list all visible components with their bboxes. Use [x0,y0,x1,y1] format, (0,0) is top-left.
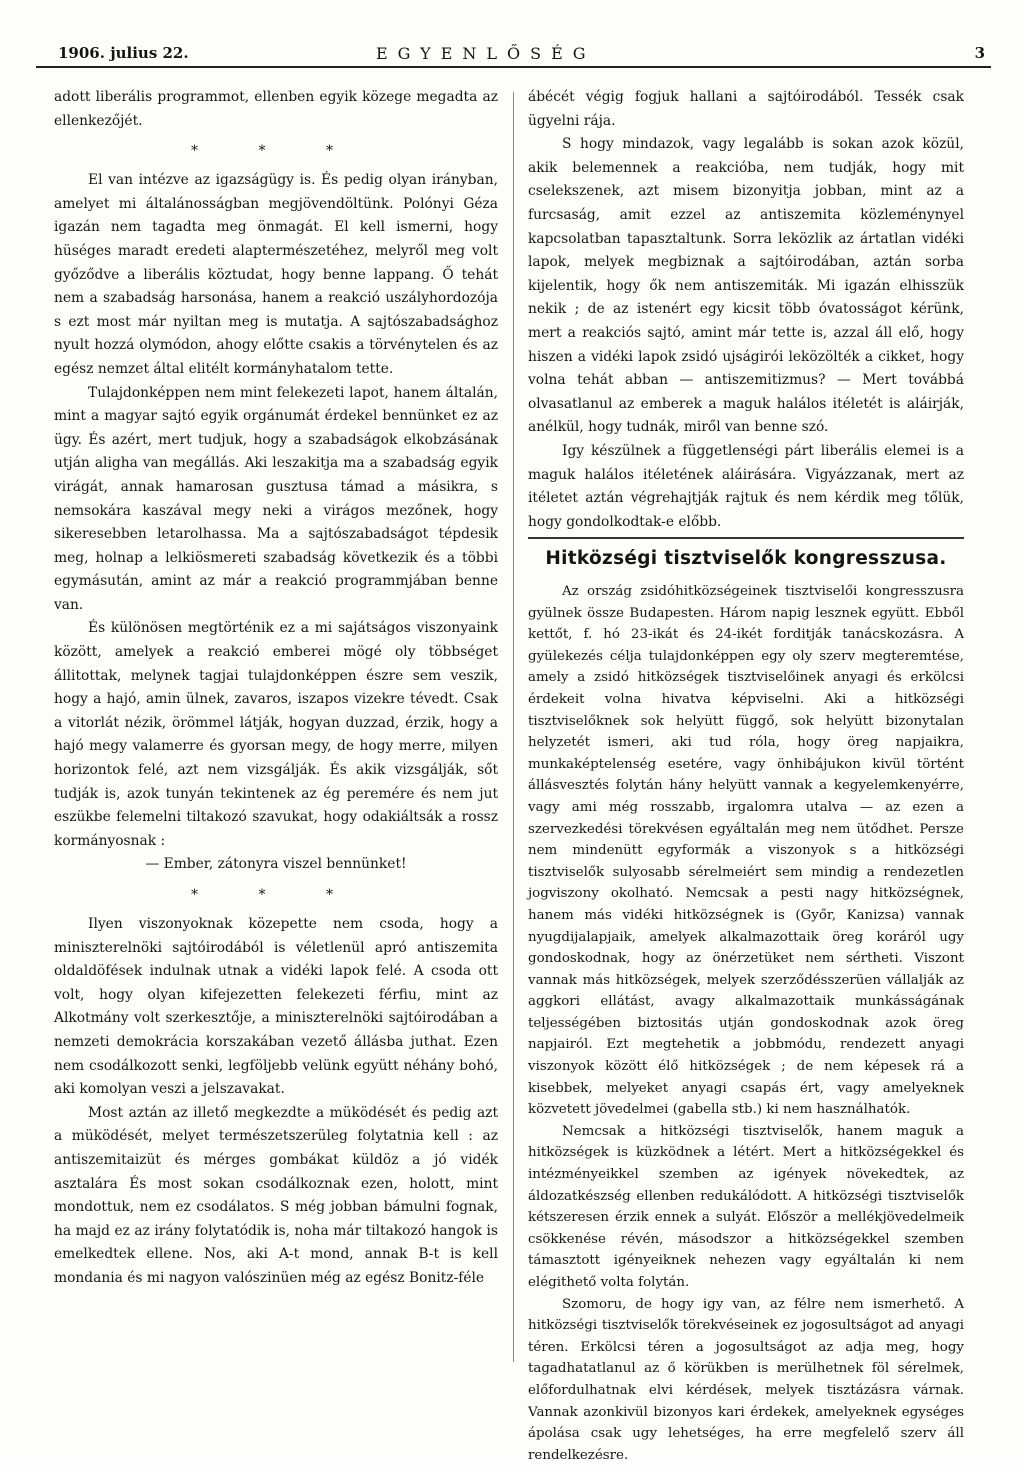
paragraph: Az ország zsidóhitközségeinek tisztviselői kongresszusra gyülnek össze Budapesten. Három napig lesznek együtt. Ebből kettőt, f. hó 23-ikát és 24-ikét forditják tanácskozásra. A gyülekezés célja tulajdonképpen egy oly szerv megteremtése, amely a zsidó hitközségek tisztviselőinek anyagi és erkölcsi érdekeit volna hivatva képviselni. Aki a hitközségi tisztviselőknek sok helyütt függő, sok helyütt bizonytalan helyzetét ismeri, aki tud róla, hogy öreg napjaikra, munkaképtelenség esetére, vagy önhibájukon kivül történt állásvesztés folytán hány helyütt vannak a kegyelemkenyérre, vagy ami még rosszabb, irgalomra utalva — az ezen a szervezkedési törekvésen egyáltalán meg nem ütődhet. Persze nem mindenütt egyformák a viszonyok s a hitközségi tisztviselők sulyosabb sérelmeiért sem mindig a rendezetlen jogviszony okolható. Nemcsak a pesti nagy hitközségnek, hanem más vidéki hitközségnek is (Győr, Kanizsa) vannak nyugdijalapjaik, amelyek alkalmazottaik öreg koráról ugy gondoskodnak, hogy az önérzetüket nem sértheti. Viszont vannak más hitközségek, melyek szerződésszerüen vállalják az aggkori ellátást, avagy alkalmazottaik munkásságának teljességében biztositás utján gondoskodnak azok öreg napjairól. Ezt megtehetik a jobbmódu, rendezett anyagi viszonyok között élő hitközségek ; de nem képesek rá a kisebbek, melyeket anyagi csapás ért, vagy amelyeknek közvetett jövedelmei (gabella stb.) ki nem használhatók. [528,584,964,1118]
quotation: — Ember, zátonyra viszel bennünket! [145,856,407,873]
paragraph: Ilyen viszonyoknak közepette nem csoda, hogy a miniszterelnöki sajtóirodából is véletlenül apró antiszemita oldaldöfések indulnak utnak a vidéki lapok felé. A csoda ott volt, hogy olyan kifejezetten felekezeti férfiu, mint az Alkotmány volt szerkesztője, a miniszterelnöki sajtóirodában a nemzeti demokrácia korszakában vezető állásba juthat. Ezen nem csodálkozott senki, legföljebb velünk együtt néhány bohó, aki komolyan veszi a jelszavakat. [54,916,498,1098]
paragraph: Szomoru, de hogy igy van, az félre nem ismerhető. A hitközségi tisztviselők törekvéseinek ez jogosultságot ad anyagi téren. Erkölcsi téren a jogosultságot az adja meg, hogy tagadhatatlanul az ő körükben is merülhetnek föl sérelmek, előfordulhatnak elvi kérdések, melyek tisztázásra várnak. Vannak azonkivül bizonyos kari érdekek, amelyeknek egységes ápolása csak ugy lehetséges, ha erre megfelelő szerv áll rendelkezésre. [528,1296,964,1463]
article-title: Hitközségi tisztviselők kongresszusa. [545,548,947,569]
right-column [528,86,964,534]
issue-date: 1906. julius 22. [58,44,189,62]
paragraph: És különösen megtörténik ez a mi sajátságos viszonyaink között, amelyek a reakció emberei mögé oly többséget állitottak, melynek tagjai tulajdonképpen észre sem veszik, hogy a hajó, amin ülnek, zavaros, iszapos vizekre tévedt. Csak a vitorlát nézik, örömmel látják, hogyan duzzad, érzik, hogy a hajó megy valamerre és gyorsan megy, de hogy merre, milyen horizontok felé, azt nem vizsgálják. És akik vizsgálják, sőt tudják is, azok tunyán tekintenek az ég peremére és nem jut eszükbe felemelni tiltakozó szavukat, hogy odakiáltsák a rossz kormányosnak : [54,620,498,849]
article-body [528,581,964,1466]
page-header [36,36,991,68]
column-divider [513,92,514,1362]
section-separator: * * * [191,143,361,160]
section-separator: * * * [191,887,361,903]
left-column [54,86,498,1291]
page-number: 3 [974,44,985,62]
paragraph: Tulajdonképpen nem mint felekezeti lapot, hanem általán, mint a magyar sajtó egyik orgánumát érdekel bennünket ez az ügy. És azért, mert tudjuk, hogy a szabadságok elkobzásának utján aligha van megállás. Aki leszakitja ma a szabadság egyik virágát, annak hamarosan gusztusa támad a másikra, s nemsokára kaszával megy neki a virágos mezőnek, hogy sikeresebben letarolhassa. Ma a sajtószabadságot tépdesik meg, holnap a lelkiösmereti szabadság következik és a többi egymásután, amint az már a reakció programmjában benne van. [54,384,498,613]
newspaper-masthead: EGYENLŐSÉG [376,44,596,63]
paragraph: Nemcsak a hitközségi tisztviselők, hanem maguk a hitközségek is küzködnek a létért. Mert a hitközségekkel és intézményeikkel szemben az igények növekedtek, az áldozatkészség ellenben redukálódott. A hitközségi tisztviselők kétszeresen érzik ennek a sulyát. Először a mellékjövedelmeik csökkenése révén, másodszor a hitközségekkel szemben támasztott igényeiknek nehezen vagy egyáltalán ki nem elégithető volta folytán. [528,1123,964,1290]
paragraph: Most aztán az illető megkezdte a müködését és pedig azt a müködését, melyet természetszerüleg folytatnia kell : az antiszemitaizüt és mérges gombákat küldöz a jó vidék asztalára És most sokan csodálkoznak ezen, holott, mint mondottuk, nem ez csodálatos. S még jobban bámulni fognak, ha majd ez az irány folytatódik is, noha már tiltakozó hangok is emelkedtek ellene. Nos, aki A-t mond, annak B-t is kell mondania és mi nagyon valószinüen még az egész Bonitz-féle [54,1104,498,1286]
paragraph: Igy készülnek a függetlenségi párt liberális elemei is a maguk halálos itéletének aláirására. Vigyázzanak, mert az itéletet aztán végrehajtják rajtuk és nem kérdik meg tőlük, hogy gondolkodtak-e előbb. [528,442,964,530]
paragraph: ábécét végig fogjuk hallani a sajtóirodából. Tessék csak ügyelni rája. [528,89,964,129]
paragraph: S hogy mindazok, vagy legalább is sokan azok közül, akik belemennek a reakcióba, nem tudják, hogy mit cselekszenek, azt misem bizonyitja jobban, mint az a furcsaság, amit ezzel az antiszemita közleménynyel kapcsolatban tapasztaltunk. Sorra leközlik az ártatlan vidéki lapok, melyek megbiznak a sajtóirodában, aztán sorba kijelentik, hogy ők nem antiszemiták. Mi igazán elhisszük nekik ; de az istenért egy kicsit több óvatosságot kérünk, mert a reakciós sajtó, amint már tette is, azzal áll elő, hogy hiszen a vidéki lapok zsidó ujságirói leközölték a cikket, hogy volna tehát abban — antiszemitizmus? — Mert továbbá olvasatlanul az emberek a maguk halálos itéletét is aláirják, anélkül, hogy tudnák, miről van benne szó. [528,136,964,436]
article-rule [528,537,964,539]
paragraph: adott liberális programmot, ellenben egyik közege megadta az ellenkezőjét. [54,89,498,129]
paragraph: El van intézve az igazságügy is. És pedig olyan irányban, amelyet mi általánosságban megjövendöltünk. Polónyi Géza igazán nem tagadta meg önmagát. El kell ismerni, hogy hüséges maradt eredeti alaptermészetéhez, melyről meg volt győződve a liberális köztudat, hogy benne lappang. Ő tehát nem a szabadság harsonása, hanem a reakció uszályhordozója s ezt most már nyiltan meg is mutatja. A sajtószabadsághoz nyult hozzá olymódon, ahogy előtte csakis a törvénytelen és az egész nemzet által elitélt kormányhatalom tette. [54,172,498,377]
